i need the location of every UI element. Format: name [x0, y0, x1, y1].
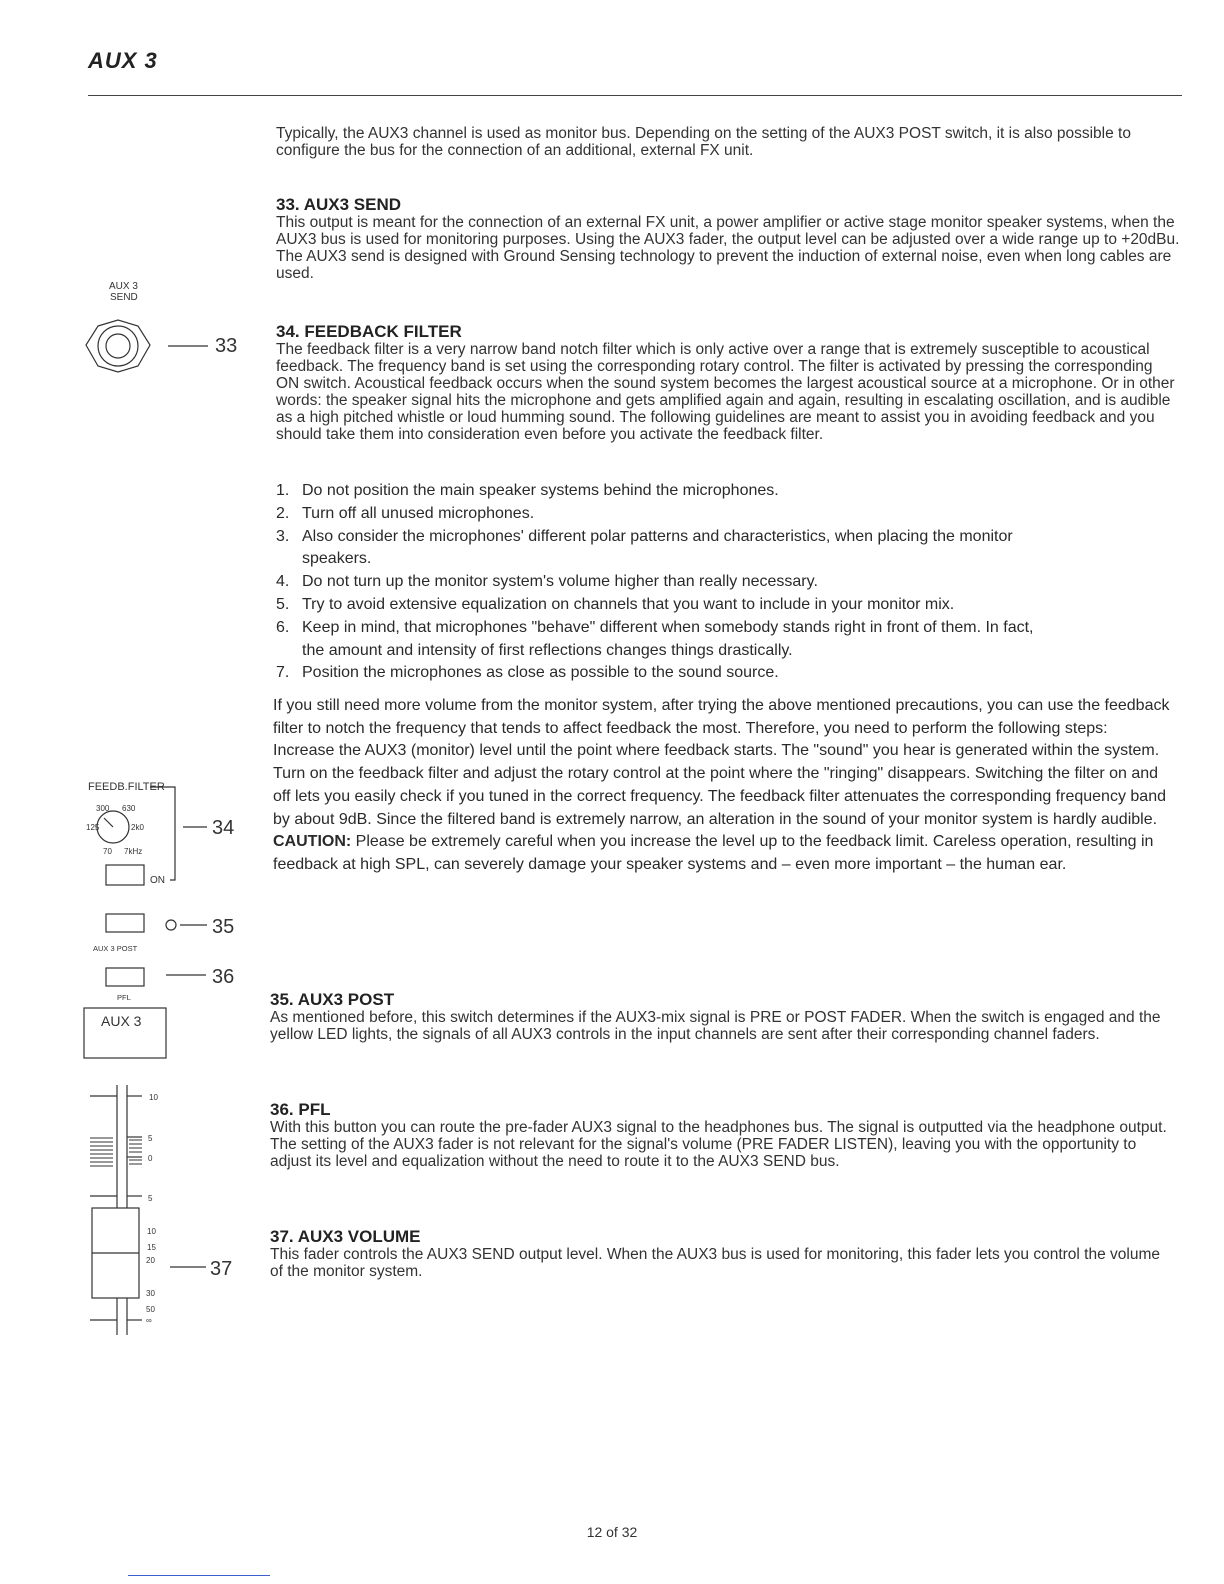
- freq-300-label: 300: [96, 804, 110, 813]
- steps-intro-text: If you still need more volume from the monitor system, after trying the above mentioned precautions, you can use the feedback filter to notch the frequency that tends to affect feedback the most. Therefore, you need to perform the following steps:: [273, 697, 1170, 737]
- caution-label: CAUTION:: [273, 833, 352, 851]
- caution-paragraph: [273, 831, 1177, 876]
- freq-7khz-label: 7kHz: [124, 847, 143, 856]
- frequency-knob-icon: [97, 811, 129, 843]
- fader-grip-lines: [90, 1138, 142, 1166]
- freq-70-label: 70: [103, 847, 112, 856]
- section-33-heading: 33. AUX3 SEND: [276, 195, 402, 214]
- fader-scale-label: 10: [149, 1093, 158, 1102]
- list-item: 4. Do not turn up the monitor system's volume higher than really necessary.: [276, 573, 818, 591]
- section-35-text: As mentioned before, this switch determines if the AUX3-mix signal is PRE or POST FADER. When the switch is engaged and the yellow LED lights, the signals of all AUX3 controls in the input channels are sent after their corresponding channel faders.: [270, 1009, 1161, 1043]
- send-label-line2: SEND: [110, 292, 138, 303]
- intro-paragraph: [276, 125, 1180, 159]
- send-label-line1: AUX 3: [109, 281, 138, 292]
- section-33-text: This output is meant for the connection of an external FX unit, a power amplifier or active stage monitor speaker systems, when the AUX3 bus is used for monitoring purposes. Using the AUX3 fader, the output level can be adjusted over a wide range up to +20dBu. The AUX3 send is designed with Ground Sensing technology to prevent the induction of external noise, even when long cables are used.: [276, 214, 1180, 282]
- steps-text: Increase the AUX3 (monitor) level until the point where feedback starts. The "sound" you hear is generated within the system. Turn on the feedback filter and adjust the rotary control at the point where the "ringing" disappears. Switching the filter on and off lets you easily check if you tuned in the correct frequency. The feedback filter attenuates the corresponding frequency band by about 9dB. Since the filtered band is extremely narrow, an alteration in the sound of your monitor system is hardly audible.: [273, 742, 1166, 828]
- section-36-heading: 36. PFL: [270, 1100, 331, 1119]
- on-label: ON: [150, 875, 165, 886]
- list-item: 6. Keep in mind, that microphones "behave" different when somebody stands right in front of them. In fact, the amount and intensity of first reflections changes things drastically.: [276, 618, 1034, 659]
- list-item: 3. Also consider the microphones' different polar patterns and characteristics, when placing the monitor speakers.: [276, 527, 1013, 568]
- fader-scale-label: ∞: [146, 1316, 152, 1325]
- fader-scale-label: 30: [146, 1289, 155, 1298]
- freq-630-label: 630: [122, 804, 136, 813]
- section-35: [270, 990, 1174, 1043]
- channel-strip-diagram: [0, 0, 260, 1584]
- callout-35: 35: [212, 916, 235, 938]
- filter-on-button: [106, 865, 144, 885]
- intro-text: Typically, the AUX3 channel is used as monitor bus. Depending on the setting of the AUX3 POST switch, it is also possible to configure the bus for the connection of an additional, external FX unit.: [276, 125, 1131, 159]
- callout-37: 37: [210, 1258, 233, 1280]
- fader-scale-label: 5: [148, 1194, 153, 1203]
- post-led-icon: [166, 920, 176, 930]
- fader-scale-label: 0: [148, 1154, 153, 1163]
- pfl-label: PFL: [117, 993, 131, 1002]
- page-title: AUX 3: [88, 48, 158, 73]
- fader-scale-label: 5: [148, 1134, 153, 1143]
- section-33: [276, 195, 1180, 282]
- feedback-steps: [273, 695, 1177, 877]
- bottom-link-line: [128, 1575, 270, 1576]
- section-35-heading: 35. AUX3 POST: [270, 990, 395, 1009]
- section-36: [270, 1100, 1174, 1170]
- section-37-heading: 37. AUX3 VOLUME: [270, 1227, 421, 1246]
- section-37: [270, 1227, 1174, 1280]
- fader-icon: [90, 1085, 142, 1335]
- callout-34: 34: [212, 817, 235, 839]
- list-item: 2. Turn off all unused microphones.: [276, 504, 535, 522]
- freq-125-label: 125: [86, 823, 100, 832]
- aux3-send-jack-icon: [86, 320, 150, 372]
- callout-36: 36: [212, 966, 235, 988]
- post-label: AUX 3 POST: [93, 944, 138, 953]
- fader-scale-label: 15: [147, 1243, 156, 1252]
- fader-scale-label: 50: [146, 1305, 155, 1314]
- fader-scale-label: 10: [147, 1227, 156, 1236]
- section-34: [276, 322, 1180, 443]
- pfl-button: [106, 968, 144, 986]
- section-37-text: This fader controls the AUX3 SEND output level. When the AUX3 bus is used for monitoring, this fader lets you control the volume of the monitor system.: [270, 1246, 1160, 1280]
- list-item: 5. Try to avoid extensive equalization on channels that you want to include in your monitor mix.: [276, 595, 955, 613]
- page-number: 12 of 32: [586, 1524, 638, 1540]
- aux3-post-button: [106, 914, 144, 932]
- list-item: 1. Do not position the main speaker systems behind the microphones.: [276, 482, 779, 499]
- feedback-guidelines-list: [276, 480, 1180, 685]
- fader-scale-label: 20: [146, 1256, 155, 1265]
- callout-33: 33: [215, 335, 238, 357]
- section-34-heading: 34. FEEDBACK FILTER: [276, 322, 462, 341]
- filter-bracket: [150, 787, 175, 880]
- list-item: 7. Position the microphones as close as possible to the sound source.: [276, 664, 779, 682]
- channel-label: AUX 3: [101, 1013, 142, 1029]
- section-36-text: With this button you can route the pre-fader AUX3 signal to the headphones bus. The signal is outputted via the headphone output. The setting of the AUX3 fader is not relevant for the signal's volume (PRE FADER LISTEN), leaving you with the opportunity to adjust its level and equalization without the need to route it to the AUX3 SEND bus.: [270, 1119, 1167, 1170]
- filter-label: FEEDB.FILTER: [88, 781, 165, 793]
- section-34-text: The feedback filter is a very narrow band notch filter which is only active over a range that is extremely susceptible to acoustical feedback. The frequency band is set using the corresponding rotary control. The filter is activated by pressing the corresponding ON switch. Acoustical feedback occurs when the sound system becomes the largest acoustical source at a microphone. Or in other words: the speaker signal hits the microphone and gets amplified again and again, resulting in escalating oscillation, and is audible as a high pitched whistle or loud humming sound. The following guidelines are meant to assist you in avoiding feedback and you should take them into consideration even before you activate the feedback filter.: [276, 341, 1175, 443]
- freq-2k0-label: 2k0: [131, 823, 144, 832]
- caution-text: Please be extremely careful when you increase the level up to the feedback limit. Careless operation, resulting in feedback at high SPL, can severely damage your speaker systems and – even more important – the human ear.: [273, 833, 1154, 873]
